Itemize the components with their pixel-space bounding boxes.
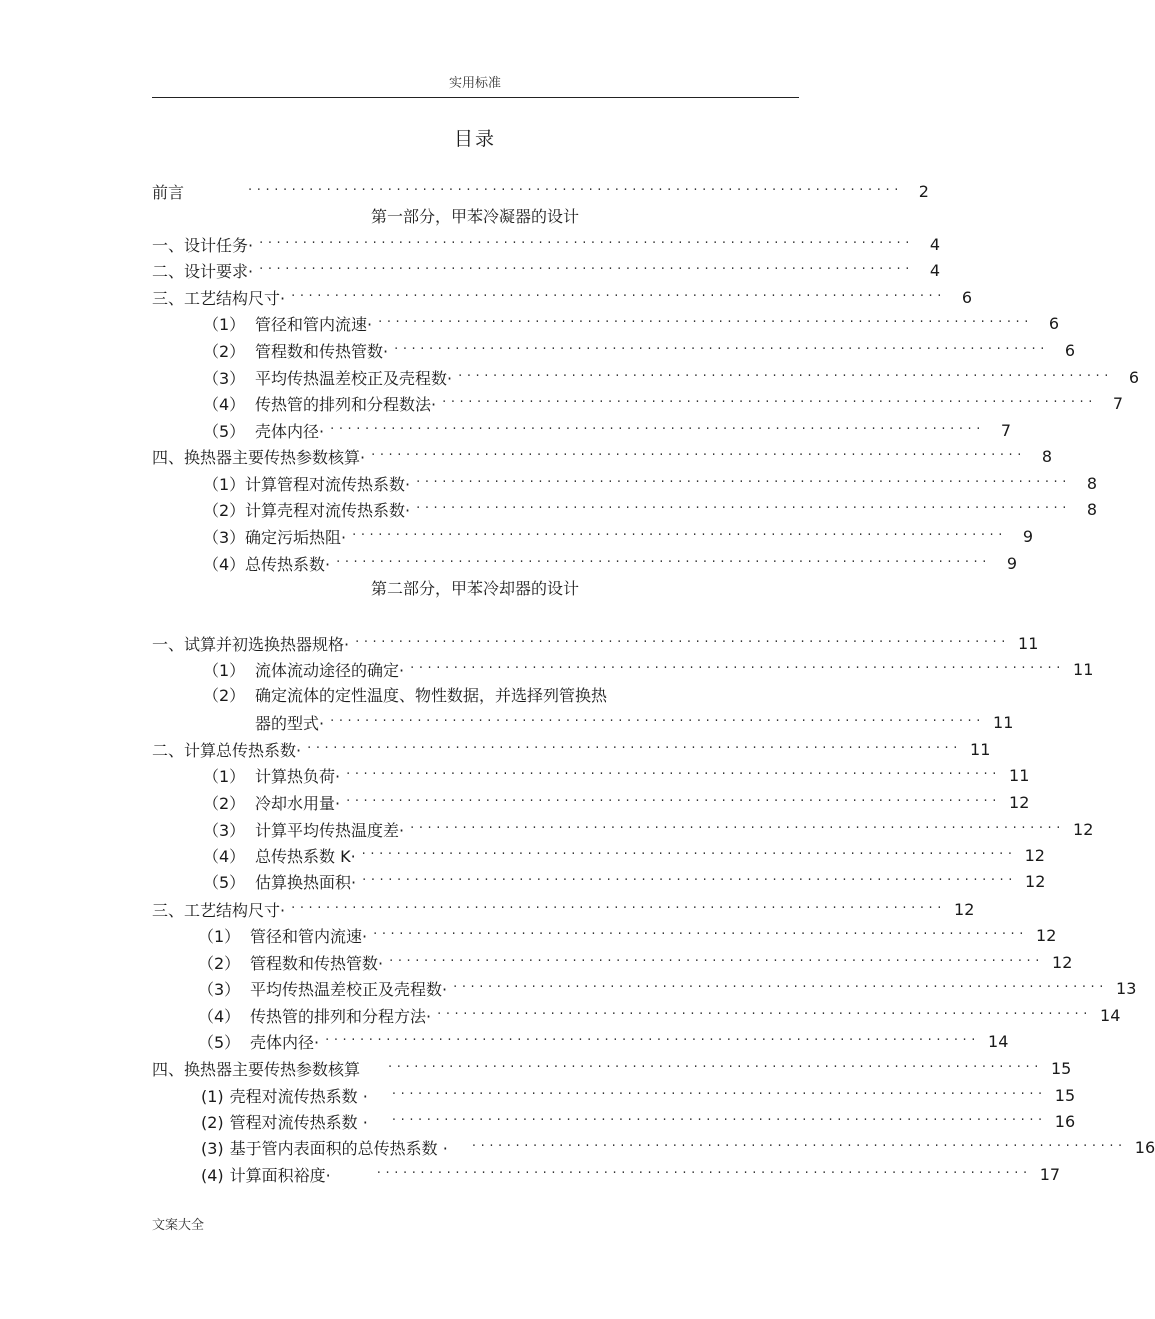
part-one-heading: 第一部分，甲苯冷凝器的设计 bbox=[370, 207, 579, 226]
toc-entry-label: 一、试算并初选换热器规格· bbox=[152, 634, 350, 654]
toc-entry-page: 8 bbox=[1041, 446, 1053, 466]
toc-entry-page: 16 bbox=[1054, 1111, 1076, 1131]
toc-entry[interactable] bbox=[203, 496, 1098, 522]
toc-entry-page: 16 bbox=[1134, 1137, 1155, 1157]
toc-entry-number: （5） bbox=[198, 1032, 241, 1052]
toc-entry-label: 基于管内表面积的总传热系数 · bbox=[229, 1138, 448, 1158]
toc-entry-label: 二、设计要求· bbox=[152, 261, 254, 281]
toc-entry-label: 总传热系数 K· bbox=[255, 846, 356, 866]
dot-leader: ··········································································· bbox=[458, 369, 1114, 384]
toc-entry-label: 估算换热面积· bbox=[255, 872, 357, 892]
toc-entry-number: （5） bbox=[203, 421, 246, 441]
toc-entry-label: 确定污垢热阻· bbox=[245, 527, 347, 547]
toc-entry-page: 13 bbox=[1116, 978, 1137, 998]
dot-leader: ··········································································· bbox=[336, 555, 992, 570]
toc-entry-page: 7 bbox=[1000, 420, 1012, 440]
dot-leader: ··········································································· bbox=[291, 901, 947, 916]
dot-leader: ··········································································· bbox=[346, 767, 1002, 782]
toc-entry-page: 15 bbox=[1054, 1085, 1076, 1105]
toc-entry-page: 14 bbox=[1100, 1005, 1121, 1025]
toc-entry-label: 计算热负荷· bbox=[255, 766, 341, 786]
toc-entry-label: 确定流体的定性温度、物性数据，并选择列管换热 bbox=[255, 686, 608, 705]
toc-entry-page: 4 bbox=[929, 260, 941, 280]
toc-entry-number: （2） bbox=[203, 686, 246, 705]
toc-entry[interactable] bbox=[152, 1055, 1072, 1081]
dot-leader: ··········································································· bbox=[330, 422, 986, 437]
toc-entry-label: 管程数和传热管数· bbox=[250, 953, 384, 973]
toc-entry-page: 11 bbox=[1009, 765, 1030, 785]
toc-entry-number: （1） bbox=[203, 660, 246, 680]
toc-entry-number: （3） bbox=[198, 979, 241, 999]
toc-entry[interactable] bbox=[203, 364, 1140, 390]
toc-entry-label: 管径和管内流速· bbox=[255, 314, 373, 334]
dot-leader: ··········································································· bbox=[325, 1033, 981, 1048]
toc-entry-label: 壳体内径· bbox=[255, 421, 325, 441]
toc-entry-page: 6 bbox=[1128, 367, 1140, 387]
dot-leader: ··········································································· bbox=[391, 1087, 1047, 1102]
toc-entry[interactable] bbox=[152, 443, 1053, 469]
toc-entry-label: 前言 bbox=[152, 182, 185, 202]
toc-entry-page: 12 bbox=[1009, 792, 1030, 812]
toc-entry[interactable] bbox=[203, 417, 1012, 443]
toc-entry-page: 11 bbox=[1073, 659, 1094, 679]
toc-entry-label: 管程对流传热系数 · bbox=[229, 1112, 368, 1132]
dot-leader: ··········································································· bbox=[416, 475, 1072, 490]
toc-entry-continuation[interactable] bbox=[255, 709, 1014, 735]
toc-entry[interactable] bbox=[203, 550, 1018, 576]
toc-entry[interactable] bbox=[203, 868, 1046, 894]
toc-entry-label: 一、设计任务· bbox=[152, 235, 254, 255]
toc-entry-number: （4） bbox=[203, 554, 246, 574]
dot-leader: ··········································································· bbox=[453, 980, 1109, 995]
toc-entry-label: 四、换热器主要传热参数核算· bbox=[152, 447, 366, 467]
toc-entry-page: 15 bbox=[1050, 1058, 1072, 1078]
toc-entry-page: 11 bbox=[993, 712, 1014, 732]
toc-entry-page: 12 bbox=[1025, 871, 1046, 891]
toc-entry-number: （1） bbox=[203, 314, 246, 334]
dot-leader: ··········································································· bbox=[259, 236, 915, 251]
toc-entry[interactable] bbox=[203, 762, 1030, 788]
dot-leader: ··········································································· bbox=[389, 954, 1045, 969]
toc-entry-label: 计算面积裕度· bbox=[229, 1165, 331, 1185]
toc-entry-page: 4 bbox=[929, 234, 941, 254]
toc-entry[interactable] bbox=[201, 1082, 1076, 1108]
toc-entry-label: 计算壳程对流传热系数· bbox=[245, 500, 411, 520]
dot-leader: ··········································································· bbox=[388, 1060, 1043, 1075]
toc-entry-label: 壳体内径· bbox=[250, 1032, 320, 1052]
toc-entry-number: （2） bbox=[203, 500, 246, 520]
toc-entry[interactable] bbox=[201, 1161, 1061, 1187]
toc-entry-number: （2） bbox=[198, 953, 241, 973]
toc-entry[interactable] bbox=[152, 630, 1039, 656]
toc-entry-label: 传热管的排列和分程数法· bbox=[255, 394, 437, 414]
toc-entry-number: （4） bbox=[203, 394, 246, 414]
toc-entry-number: (2) bbox=[201, 1112, 224, 1132]
toc-entry[interactable] bbox=[203, 842, 1045, 868]
page-header: 实用标准 bbox=[448, 76, 501, 91]
toc-entry[interactable] bbox=[198, 949, 1073, 975]
toc-entry-label: 计算管程对流传热系数· bbox=[245, 474, 411, 494]
dot-leader: ··········································································· bbox=[307, 741, 963, 756]
toc-entry[interactable] bbox=[203, 337, 1076, 363]
dot-leader: ··········································································· bbox=[471, 1139, 1127, 1154]
toc-entry-label: 流体流动途径的确定· bbox=[255, 660, 405, 680]
toc-entry-number: （2） bbox=[203, 341, 246, 361]
toc-entry-number: （3） bbox=[203, 368, 246, 388]
toc-entry[interactable] bbox=[203, 656, 1094, 682]
toc-entry-label: 四、换热器主要传热参数核算 bbox=[152, 1059, 361, 1079]
toc-entry-page: 6 bbox=[1048, 313, 1060, 333]
dot-leader: ··········································································· bbox=[330, 714, 986, 729]
toc-entry-page: 14 bbox=[988, 1031, 1009, 1051]
toc-entry-label: 三、工艺结构尺寸· bbox=[152, 900, 286, 920]
toc-entry-number: （4） bbox=[203, 846, 246, 866]
toc-entry-number: （5） bbox=[203, 872, 246, 892]
toc-entry-preface[interactable] bbox=[152, 178, 929, 204]
toc-entry[interactable] bbox=[201, 1108, 1076, 1134]
toc-entry-number: （1） bbox=[198, 926, 241, 946]
toc-entry-page: 12 bbox=[1036, 925, 1057, 945]
toc-entry-label: 冷却水用量· bbox=[255, 793, 341, 813]
toc-entry-page: 2 bbox=[918, 181, 929, 201]
toc-entry[interactable] bbox=[152, 284, 973, 310]
dot-leader: ··········································································· bbox=[437, 1007, 1093, 1022]
toc-entry-label: 平均传热温差校正及壳程数· bbox=[255, 368, 453, 388]
dot-leader: ··········································································· bbox=[378, 315, 1034, 330]
toc-entry-page: 9 bbox=[1022, 526, 1034, 546]
toc-entry[interactable] bbox=[203, 523, 1034, 549]
toc-entry-label: 二、计算总传热系数· bbox=[152, 740, 302, 760]
toc-entry[interactable] bbox=[198, 975, 1137, 1001]
toc-entry-label: 三、工艺结构尺寸· bbox=[152, 288, 286, 308]
dot-leader: ··········································································· bbox=[352, 528, 1008, 543]
toc-entry[interactable] bbox=[198, 1002, 1121, 1028]
page-footer: 文案大全 bbox=[152, 1218, 205, 1233]
toc-entry[interactable] bbox=[203, 390, 1124, 416]
dot-leader: ··········································································· bbox=[346, 794, 1002, 809]
dot-leader: ··········································································· bbox=[355, 635, 1011, 650]
toc-entry[interactable] bbox=[152, 896, 975, 922]
dot-leader: ··········································································· bbox=[442, 395, 1098, 410]
toc-entry-number: （3） bbox=[203, 820, 246, 840]
toc-entry-label: 计算平均传热温度差· bbox=[255, 820, 405, 840]
toc-entry-page: 11 bbox=[1018, 633, 1039, 653]
toc-entry-number: (3) bbox=[201, 1138, 224, 1158]
toc-entry-number: （1） bbox=[203, 474, 246, 494]
toc-entry-label: 管径和管内流速· bbox=[250, 926, 368, 946]
toc-entry-page: 9 bbox=[1006, 553, 1018, 573]
dot-leader: ··········································································· bbox=[391, 1113, 1047, 1128]
dot-leader: ··········································································· bbox=[410, 661, 1066, 676]
toc-entry-number: （2） bbox=[203, 793, 246, 813]
toc-entry-page: 8 bbox=[1086, 499, 1098, 519]
toc-entry[interactable] bbox=[198, 1028, 1009, 1054]
toc-entry-number: (1) bbox=[201, 1086, 224, 1106]
toc-entry-number: (4) bbox=[201, 1165, 224, 1185]
toc-entry[interactable] bbox=[201, 1134, 1155, 1160]
toc-entry[interactable] bbox=[203, 470, 1098, 496]
toc-entry[interactable] bbox=[152, 736, 991, 762]
toc-title: 目录 bbox=[453, 128, 496, 150]
toc-entry-page: 8 bbox=[1086, 473, 1098, 493]
toc-entry-page: 12 bbox=[1024, 845, 1045, 865]
dot-leader: ··········································································· bbox=[361, 847, 1017, 862]
dot-leader: ··········································································· bbox=[362, 873, 1018, 888]
toc-entry-number: （4） bbox=[198, 1006, 241, 1026]
dot-leader: ··········································································· bbox=[394, 342, 1050, 357]
dot-leader: ··········································································· bbox=[248, 183, 903, 198]
toc-entry[interactable] bbox=[198, 922, 1057, 948]
dot-leader: ··········································································· bbox=[371, 448, 1027, 463]
toc-entry-label: 管程数和传热管数· bbox=[255, 341, 389, 361]
dot-leader: ··········································································· bbox=[376, 1166, 1032, 1181]
toc-entry-page: 6 bbox=[1064, 340, 1076, 360]
dot-leader: ··········································································· bbox=[291, 289, 947, 304]
toc-entry-label: 壳程对流传热系数 · bbox=[229, 1086, 368, 1106]
dot-leader: ··········································································· bbox=[259, 262, 915, 277]
toc-entry-label: 器的型式· bbox=[255, 713, 325, 733]
dot-leader: ··········································································· bbox=[416, 501, 1072, 516]
toc-entry-page: 7 bbox=[1112, 393, 1124, 413]
toc-entry-label: 传热管的排列和分程方法· bbox=[250, 1006, 432, 1026]
toc-entry-page: 12 bbox=[1073, 819, 1094, 839]
toc-entry-page: 12 bbox=[954, 899, 975, 919]
dot-leader: ··········································································· bbox=[410, 821, 1066, 836]
toc-entry-page: 6 bbox=[961, 287, 973, 307]
toc-entry-number: （1） bbox=[203, 766, 246, 786]
toc-entry-wrapped[interactable] bbox=[203, 683, 607, 709]
toc-entry-label: 总传热系数· bbox=[245, 554, 331, 574]
toc-entry-page: 11 bbox=[970, 739, 991, 759]
toc-entry-page: 12 bbox=[1052, 952, 1073, 972]
toc-entry-number: （3） bbox=[203, 527, 246, 547]
toc-entry[interactable] bbox=[152, 231, 941, 257]
toc-entry[interactable] bbox=[152, 257, 941, 283]
toc-entry[interactable] bbox=[203, 816, 1094, 842]
part-two-heading: 第二部分，甲苯冷却器的设计 bbox=[370, 579, 579, 598]
toc-entry[interactable] bbox=[203, 789, 1030, 815]
toc-entry[interactable] bbox=[203, 310, 1060, 336]
toc-entry-page: 17 bbox=[1039, 1164, 1061, 1184]
toc-entry-label: 平均传热温差校正及壳程数· bbox=[250, 979, 448, 999]
dot-leader: ··········································································· bbox=[373, 927, 1029, 942]
